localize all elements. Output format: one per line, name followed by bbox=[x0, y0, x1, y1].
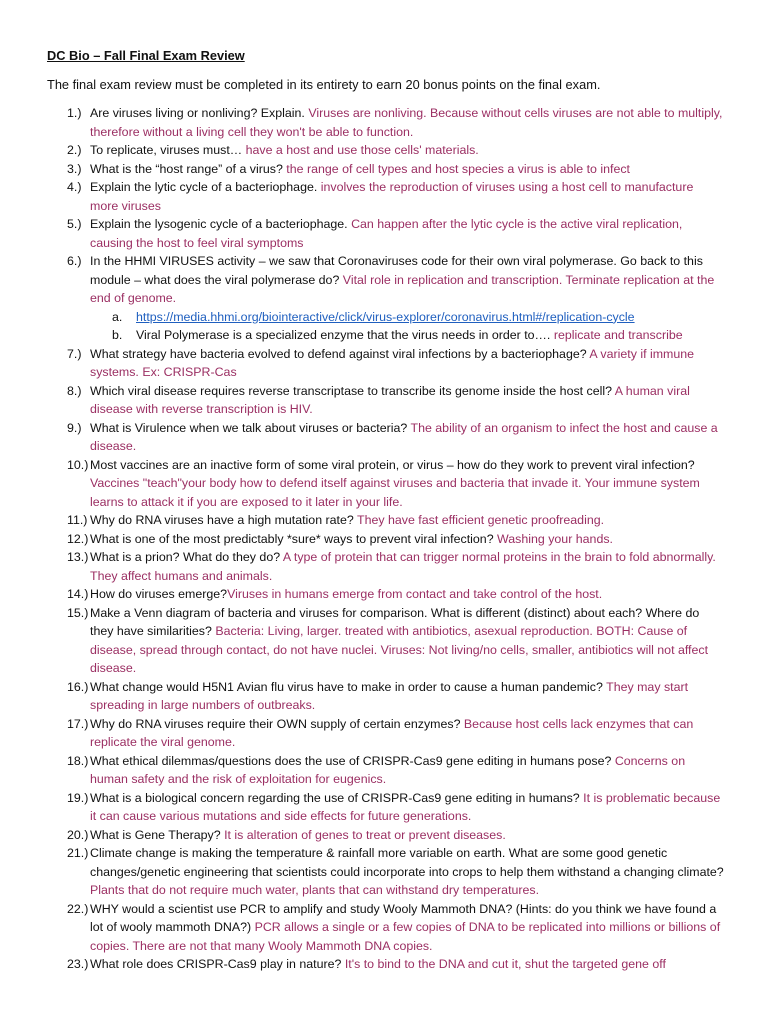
answer-text: It's to bind to the DNA and cut it, shut the targeted gene off bbox=[344, 957, 666, 971]
question-item-2: 2.) To replicate, viruses must… have a host and use those cells' materials. bbox=[67, 143, 479, 157]
question-text: What is Virulence when we talk about viruses or bacteria? bbox=[90, 420, 411, 435]
answer-text: Because host cells lack enzymes that can replicate the viral genome. bbox=[90, 716, 694, 749]
sub-item-6a: a. https://media.hhmi.org/biointeractive/click/virus-explorer/coronavirus.html#/replication-cycle bbox=[112, 309, 635, 324]
question-item-7: 7.) What strategy have bacteria evolved to defend against viral infections by a bacteriophage? A variety if immune systems. Ex: CRISPR-Cas bbox=[67, 346, 695, 379]
question-text: Viral Polymerase is a specialized enzyme that the virus needs in order to…. bbox=[136, 328, 554, 342]
question-item-6: 6.) In the HHMI VIRUSES activity – we saw that Coronaviruses code for their own viral polymerase. Go back to this module – what does the viral polymerase do? Vital role in replication and transcription. Terminate replication at the end of genome. bbox=[67, 254, 715, 305]
question-text: Explain the lysogenic cycle of a bacteriophage. bbox=[90, 217, 352, 231]
question-item-14: 14.) How do viruses emerge?Viruses in humans emerge from contact and take control of the host. bbox=[67, 587, 603, 601]
question-item-9: 9.) What is Virulence when we talk about viruses or bacteria? The ability of an organism to infect the host and cause a disease. bbox=[67, 420, 718, 453]
answer-text: They have fast efficient genetic proofreading. bbox=[357, 513, 605, 527]
replication-cycle-link[interactable]: https://media.hhmi.org/biointeractive/click/virus-explorer/coronavirus.html#/replication-cycle bbox=[136, 309, 635, 324]
question-item-4: 4.) Explain the lytic cycle of a bacteriophage. involves the reproduction of viruses using a host cell to manufacture more viruses bbox=[67, 180, 694, 213]
question-text: What is Gene Therapy? bbox=[90, 827, 225, 842]
question-text: Make a Venn diagram of bacteria and viruses for comparison. What is different (distinct) about each? Where do they have similarities? bbox=[90, 605, 700, 638]
question-item-23: 23.) What role does CRISPR-Cas9 play in nature? It's to bind to the DNA and cut it, shut the targeted gene off bbox=[67, 957, 666, 971]
question-text: Explain the lytic cycle of a bacteriophage. bbox=[90, 180, 321, 194]
answer-text: A type of protein that can trigger normal proteins in the brain to fold abnormally. They affect humans and animals. bbox=[90, 550, 716, 583]
question-item-5: 5.) Explain the lysogenic cycle of a bacteriophage. Can happen after the lytic cycle is the active viral replication, causing the host to feel viral symptoms bbox=[67, 217, 683, 250]
question-item-1: 1.) Are viruses living or nonliving? Explain. Viruses are nonliving. Because without cells viruses are not able to multiply, therefore without a living cell they won't be able to function. bbox=[67, 106, 723, 139]
question-text: In the HHMI VIRUSES activity – we saw that Coronaviruses code for their own viral polymerase. Go back to this module – what does the viral polymerase do? bbox=[90, 254, 703, 287]
answer-text: Washing your hands. bbox=[497, 531, 613, 546]
question-item-13: 13.) What is a prion? What do they do? A type of protein that can trigger normal proteins in the brain to fold abnormally. They affect humans and animals. bbox=[67, 550, 716, 583]
question-item-17: 17.) Why do RNA viruses require their OWN supply of certain enzymes? Because host cells lack enzymes that can replicate the viral genome. bbox=[67, 716, 694, 749]
question-text: How do viruses emerge? bbox=[90, 587, 228, 601]
question-item-15: 15.) Make a Venn diagram of bacteria and viruses for comparison. What is different (distinct) about each? Where do they have similarities? Bacteria: Living, larger. treated with antibiotics, asexual reproduction. BOTH: Cause of disease, spread through contact, do not have nuclei. Viruses: Not living/no cells, smaller, antibiotics will not affect disease. bbox=[67, 605, 709, 675]
question-text: What is a biological concern regarding the use of CRISPR-Cas9 gene editing in humans? bbox=[90, 790, 584, 805]
answer-text: It is alteration of genes to treat or prevent diseases. bbox=[224, 827, 506, 842]
question-text: What is the “host range” of a virus? bbox=[90, 161, 287, 176]
answer-text: Vaccines "teach"your body how to defend itself against viruses and bacteria that invade it. Your immune system learns to attack it if you are exposed to it later in your life. bbox=[90, 476, 700, 509]
answer-text: Viruses are nonliving. Because without cells viruses are not able to multiply, therefore without a living cell they won't be able to function. bbox=[90, 106, 723, 139]
question-text: What strategy have bacteria evolved to defend against viral infections by a bacteriophage? bbox=[90, 346, 590, 361]
question-text: What is one of the most predictably *sure* ways to prevent viral infection? bbox=[90, 531, 498, 546]
intro-text: The final exam review must be completed in its entirety to earn 20 bonus points on the final exam. bbox=[47, 77, 601, 92]
question-item-21: 21.) Climate change is making the temperature & rainfall more variable on earth. What are some good genetic changes/genetic engineering that scientists could incorporate into crops to help them withstand a changing climate? Plants that do not require much water, plants that can withstand dry temperatures. bbox=[67, 846, 724, 897]
answer-text: Vital role in replication and transcription. Terminate replication at the end of genome. bbox=[90, 272, 715, 305]
answer-text: PCR allows a single or a few copies of DNA to be replicated into millions or billions of copies. There are not that many Wooly Mammoth DNA copies. bbox=[90, 920, 721, 953]
question-item-22: 22.) WHY would a scientist use PCR to amplify and study Wooly Mammoth DNA? (Hints: do you think we have found a lot of wooly mammoth DNA?) PCR allows a single or a few copies of DNA to be replicated into millions or billions of copies. There are not that many Wooly Mammoth DNA copies. bbox=[67, 901, 721, 953]
question-item-20: 20.) What is Gene Therapy? It is alteration of genes to treat or prevent diseases. bbox=[67, 827, 506, 842]
question-text: What is a prion? What do they do? bbox=[90, 550, 283, 564]
question-item-8: 8.) Which viral disease requires reverse transcriptase to transcribe its genome inside the host cell? A human viral disease with reverse transcription is HIV. bbox=[67, 383, 690, 416]
question-item-16: 16.) What change would H5N1 Avian flu virus have to make in order to cause a human pandemic? They may start spreading in large numbers of outbreaks. bbox=[67, 679, 689, 712]
question-text: What ethical dilemmas/questions does the use of CRISPR-Cas9 gene editing in humans pose? bbox=[90, 753, 615, 768]
question-item-10: 10.) Most vaccines are an inactive form of some viral protein, or virus – how do they work to prevent viral infection? Vaccines "teach"your body how to defend itself against viruses and bacteria that invade it. Your immune system learns to attack it if you are exposed to it later in your life. bbox=[67, 457, 700, 509]
answer-text: Concerns on human safety and the risk of exploitation for eugenics. bbox=[90, 753, 686, 786]
question-text: WHY would a scientist use PCR to amplify and study Wooly Mammoth DNA? (Hints: do you think we have found a lot of wooly mammoth DNA?) bbox=[90, 901, 717, 934]
answer-text: They may start spreading in large numbers of outbreaks. bbox=[90, 679, 689, 712]
answer-text: the range of cell types and host species a virus is able to infect bbox=[286, 161, 630, 176]
answer-text: A variety if immune systems. Ex: CRISPR-Cas bbox=[90, 346, 695, 379]
answer-text: Plants that do not require much water, plants that can withstand dry temperatures. bbox=[90, 883, 540, 897]
question-text: To replicate, viruses must… bbox=[90, 143, 246, 157]
answer-text: Viruses in humans emerge from contact and take control of the host. bbox=[227, 587, 603, 601]
question-item-19: 19.) What is a biological concern regarding the use of CRISPR-Cas9 gene editing in humans? It is problematic because it can cause various mutations and side effects for future generations. bbox=[67, 790, 721, 823]
question-item-18: 18.) What ethical dilemmas/questions does the use of CRISPR-Cas9 gene editing in humans pose? Concerns on human safety and the risk of exploitation for eugenics. bbox=[67, 753, 686, 786]
question-text: Most vaccines are an inactive form of some viral protein, or virus – how do they work to prevent viral infection? bbox=[90, 457, 695, 472]
question-item-11: 11.) Why do RNA viruses have a high mutation rate? They have fast efficient genetic proofreading. bbox=[67, 513, 605, 527]
document-title: DC Bio – Fall Final Exam Review bbox=[47, 48, 245, 63]
question-text: Why do RNA viruses require their OWN supply of certain enzymes? bbox=[90, 716, 464, 731]
answer-text: A human viral disease with reverse transcription is HIV. bbox=[90, 383, 690, 416]
question-text: What role does CRISPR-Cas9 play in nature? bbox=[90, 957, 345, 971]
question-text: Why do RNA viruses have a high mutation rate? bbox=[90, 513, 357, 527]
question-list bbox=[0, 104, 768, 974]
sub-item-6b: b. Viral Polymerase is a specialized enzyme that the virus needs in order to…. replicate and transcribe bbox=[112, 328, 683, 342]
answer-text: Bacteria: Living, larger. treated with antibiotics, asexual reproduction. BOTH: Cause of disease, spread through contact, do not have nuclei. Viruses: Not living/no cells, smaller, antibiotics will not affect disease. bbox=[90, 624, 709, 675]
answer-text: have a host and use those cells' materials. bbox=[245, 143, 479, 157]
question-item-12: 12.) What is one of the most predictably *sure* ways to prevent viral infection? Washing your hands. bbox=[67, 531, 613, 546]
question-text: Are viruses living or nonliving? Explain. bbox=[90, 106, 309, 120]
answer-text: Can happen after the lytic cycle is the active viral replication, causing the host to feel viral symptoms bbox=[90, 217, 683, 250]
question-text: Climate change is making the temperature & rainfall more variable on earth. What are some good genetic changes/genetic engineering that scientists could incorporate into crops to help them withstand a changing climate? bbox=[90, 846, 724, 879]
question-text: Which viral disease requires reverse transcriptase to transcribe its genome inside the host cell? bbox=[90, 383, 615, 398]
answer-text: replicate and transcribe bbox=[553, 328, 683, 342]
question-text: What change would H5N1 Avian flu virus have to make in order to cause a human pandemic? bbox=[90, 679, 607, 694]
answer-text: The ability of an organism to infect the host and cause a disease. bbox=[90, 420, 718, 453]
question-item-3: 3.) What is the “host range” of a virus? the range of cell types and host species a virus is able to infect bbox=[67, 161, 630, 176]
answer-text: involves the reproduction of viruses using a host cell to manufacture more viruses bbox=[90, 180, 694, 213]
answer-text: It is problematic because it can cause various mutations and side effects for future generations. bbox=[90, 790, 721, 823]
